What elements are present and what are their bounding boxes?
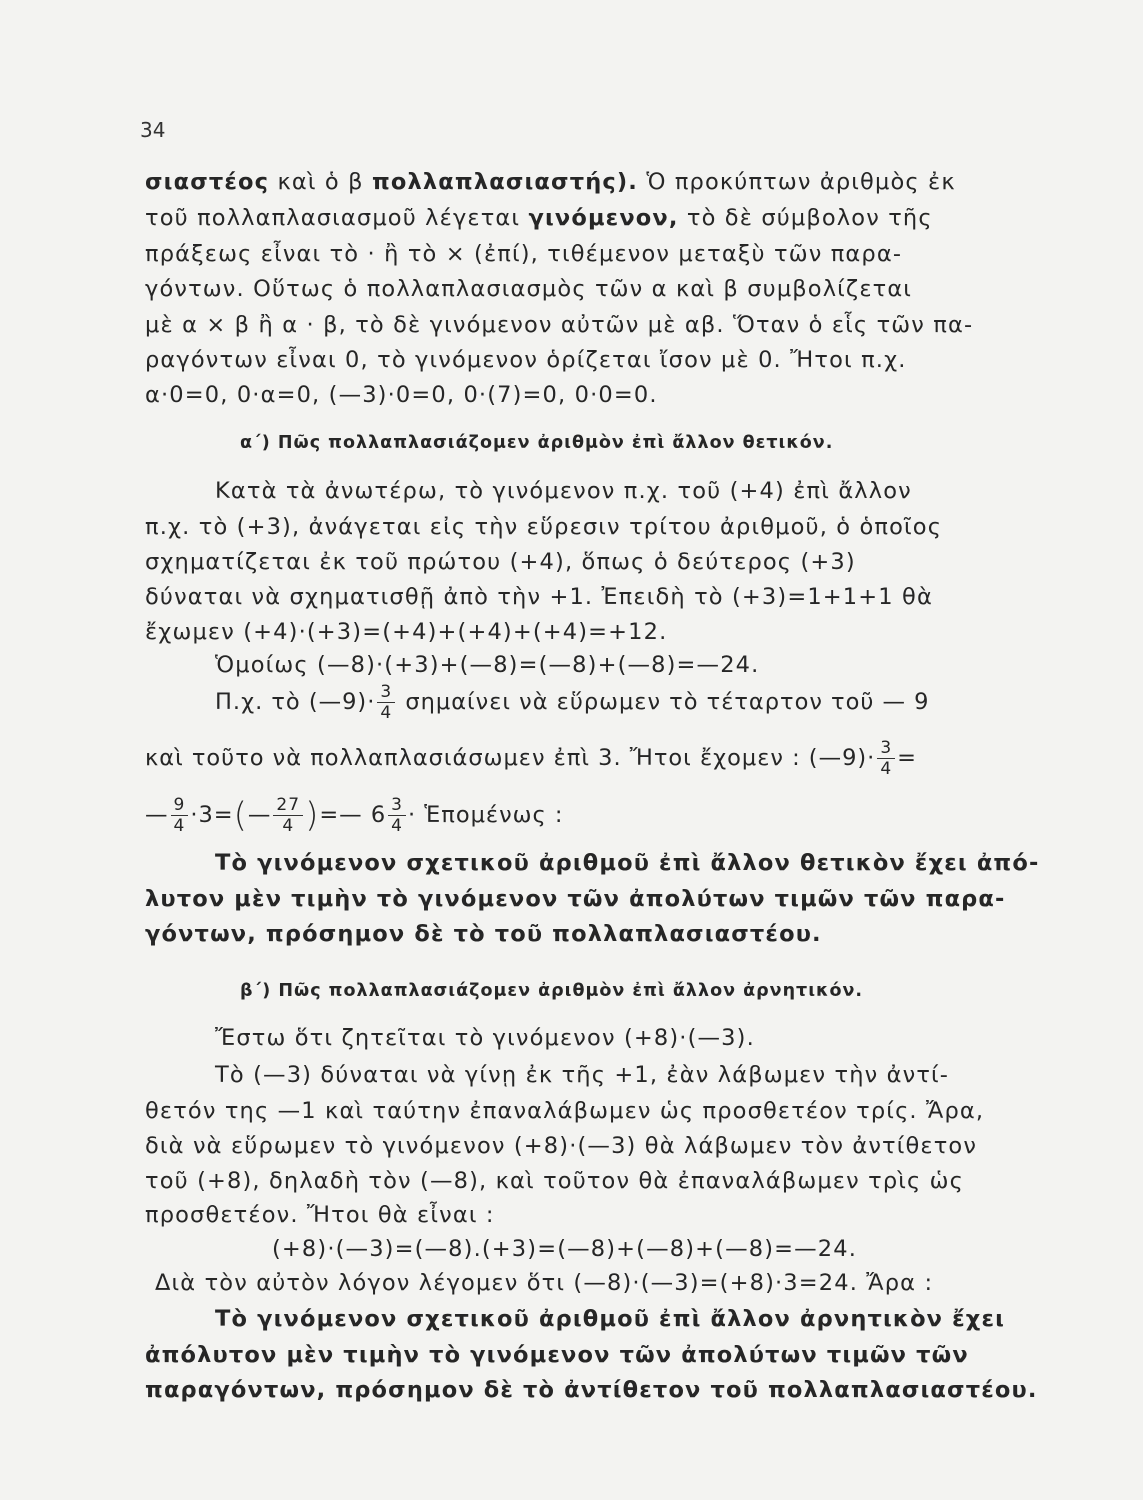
fraction (377, 682, 395, 723)
text-line: (+8)·(—3)=(—8).(+3)=(—8)+(—8)+(—8)=—24. (272, 1236, 858, 1262)
denominator: 4 (391, 816, 403, 836)
text-line: Διὰ τὸν αὐτὸν λόγον λέγομεν ὅτι (—8)·(—3)=(+8)·3=24. Ἄρα : (155, 1270, 934, 1296)
text-line: διὰ νὰ εὕρωμεν τὸ γινόμενον (+8)·(—3) θὰ λάβωμεν τὸν ἀντίθετον (145, 1133, 978, 1159)
math-line (215, 682, 930, 723)
text-line: μὲ α × β ἢ α · β, τὸ δὲ γινόμενον αὐτῶν μὲ αβ. Ὅταν ὁ εἷς τῶν πα- (145, 312, 974, 338)
numerator: 3 (388, 795, 406, 816)
text-line: γόντων. Οὕτως ὁ πολλαπλασιασμὸς τῶν α καὶ β συμβολίζεται (145, 276, 913, 302)
rule-line: ἀπόλυτον μὲν τιμὴν τὸ γινόμενον τῶν ἀπολύτων τιμῶν τῶν (145, 1342, 969, 1368)
text-fragment: σημαίνει νὰ εὕρωμεν τὸ τέταρτον τοῦ — 9 (397, 689, 930, 715)
text-fragment: =— 6 (319, 802, 387, 828)
text-line: θετόν της —1 καὶ ταύτην ἐπαναλάβωμεν ὡς προσθετέον τρίς. Ἄρα, (145, 1098, 985, 1124)
text-line: δύναται νὰ σχηματισθῇ ἀπὸ τὴν +1. Ἐπειδὴ τὸ (+3)=1+1+1 θὰ (145, 584, 933, 610)
text-line: α·0=0, 0·α=0, (—3)·0=0, 0·(7)=0, 0·0=0. (145, 382, 658, 408)
numerator: 3 (877, 738, 895, 759)
rule-line: Τὸ γινόμενον σχετικοῦ ἀριθμοῦ ἐπὶ ἄλλον ἀρνητικὸν ἔχει (215, 1306, 1006, 1332)
text-line (145, 165, 1025, 199)
text-line: σχηματίζεται ἐκ τοῦ πρώτου (+4), ὅπως ὁ δεύτερος (+3) (145, 549, 856, 575)
text-fragment: Ὁ προκύπτων ἀριθμὸς ἐκ (638, 169, 956, 195)
fraction (877, 738, 895, 779)
denominator: 4 (880, 759, 893, 779)
numerator: 3 (377, 682, 395, 703)
fraction (273, 795, 303, 836)
rule-line: Τὸ γινόμενον σχετικοῦ ἀριθμοῦ ἐπὶ ἄλλον θετικὸν ἔχει ἀπό- (215, 850, 1040, 876)
text-line (145, 201, 1025, 235)
numerator: 27 (273, 795, 303, 816)
bold-word: σιαστέος (145, 169, 270, 195)
text-fragment: — (247, 802, 272, 828)
math-line (145, 738, 917, 779)
text-line: Τὸ (—3) δύναται νὰ γίνῃ ἐκ τῆς +1, ἐὰν λάβωμεν τὴν ἀντί- (215, 1062, 950, 1088)
text-fragment: καὶ ὁ β (269, 169, 372, 195)
math-line (145, 795, 563, 836)
text-line: τοῦ (+8), δηλαδὴ τὸν (—8), καὶ τοῦτον θὰ ἐπαναλάβωμεν τρὶς ὡς (145, 1168, 965, 1194)
text-fragment: Π.χ. τὸ (—9)· (215, 689, 376, 715)
text-fragment: · Ἑπομένως : (407, 802, 564, 828)
denominator: 4 (380, 703, 393, 723)
page-number: 34 (140, 118, 166, 142)
text-line: πράξεως εἶναι τὸ · ἢ τὸ × (ἐπί), τιθέμενον μεταξὺ τῶν παρα- (145, 241, 903, 267)
text-line: Κατὰ τὰ ἀνωτέρω, τὸ γινόμενον π.χ. τοῦ (+4) ἐπὶ ἄλλον (215, 478, 912, 504)
text-line: Ὁμοίως (—8)·(+3)+(—8)=(—8)+(—8)=—24. (215, 652, 760, 678)
text-line: π.χ. τὸ (+3), ἀνάγεται εἰς τὴν εὕρεσιν τρίτου ἀριθμοῦ, ὁ ὁποῖος (145, 514, 943, 540)
denominator: 4 (282, 816, 295, 836)
fraction (388, 795, 406, 836)
text-line: ἔχωμεν (+4)·(+3)=(+4)+(+4)+(+4)=+12. (145, 619, 668, 645)
paren: ) (305, 795, 320, 836)
text-fragment: — (145, 802, 169, 828)
text-fragment: καὶ τοῦτο νὰ πολλαπλασιάσωμεν ἐπὶ 3. Ἤτοι ἔχομεν : (—9)· (145, 745, 876, 771)
text-line: Ἔστω ὅτι ζητεῖται τὸ γινόμενον (+8)·(—3). (215, 1025, 755, 1051)
section-heading: β΄) Πῶς πολλαπλασιάζομεν ἀριθμὸν ἐπὶ ἄλλον ἀρνητικόν. (240, 981, 864, 1001)
text-line: προσθετέον. Ἤτοι θὰ εἶναι : (145, 1202, 495, 1228)
text-fragment: = (897, 745, 918, 771)
bold-word: γινόμενον, (528, 205, 679, 231)
text-fragment: ·3= (190, 802, 234, 828)
bold-word: πολλαπλασιαστής). (371, 169, 639, 195)
section-heading: α΄) Πῶς πολλαπλασιάζομεν ἀριθμὸν ἐπὶ ἄλλον θετικόν. (240, 433, 834, 453)
fraction (171, 795, 189, 836)
denominator: 4 (173, 816, 186, 836)
text-line: ραγόντων εἶναι 0, τὸ γινόμενον ὁρίζεται ἴσον μὲ 0. Ἤτοι π.χ. (145, 347, 907, 373)
rule-line: λυτον μὲν τιμὴν τὸ γινόμενον τῶν ἀπολύτων τιμῶν τῶν παρα- (145, 886, 1006, 912)
rule-line: παραγόντων, πρόσημον δὲ τὸ ἀντίθετον τοῦ πολλαπλασιαστέου. (145, 1377, 1038, 1403)
numerator: 9 (171, 795, 189, 816)
text-fragment: τοῦ πολλαπλασιασμοῦ λέγεται γινόμενον, τὸ δὲ σύμβολον τῆς (145, 205, 933, 231)
paren: ( (233, 795, 248, 836)
rule-line: γόντων, πρόσημον δὲ τὸ τοῦ πολλαπλασιαστέου. (145, 921, 822, 947)
